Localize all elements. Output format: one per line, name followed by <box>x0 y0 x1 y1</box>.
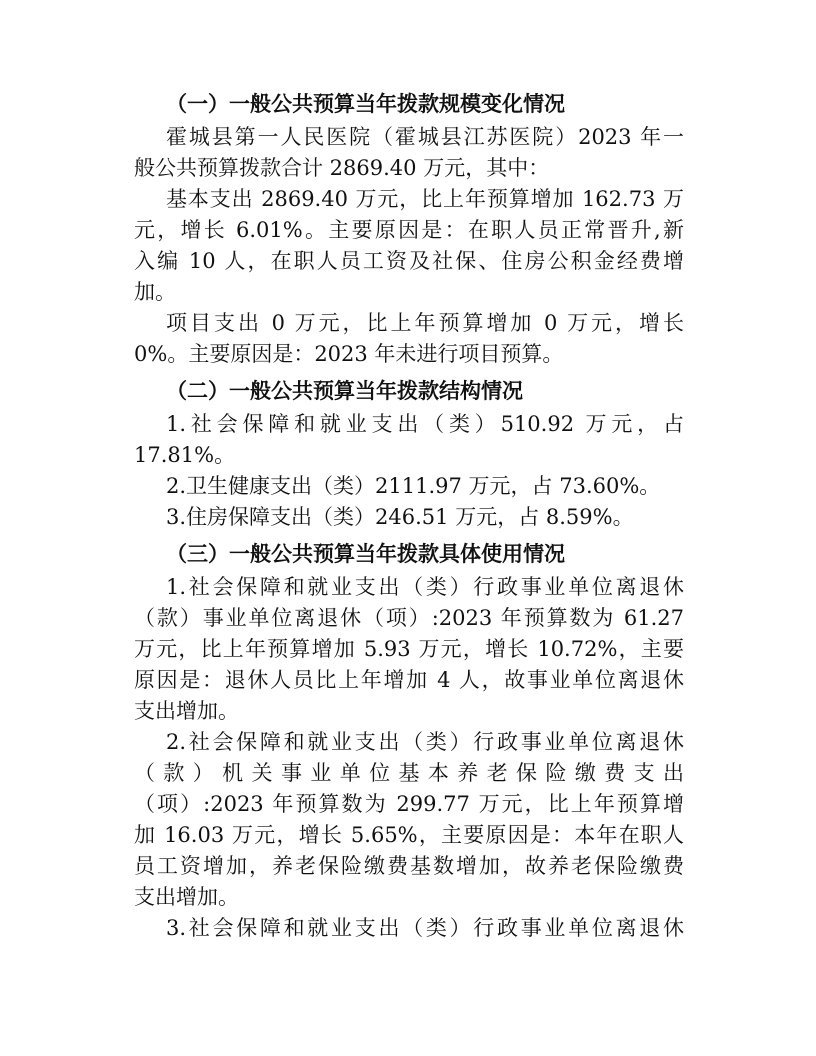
section-heading-3: （三）一般公共预算当年拨款具体使用情况 <box>166 542 565 566</box>
paragraph-line: 2.卫生健康支出（类）2111.97 万元，占 73.60%。 <box>166 474 661 498</box>
paragraph-line: 霍城县第一人民医院（霍城县江苏医院）2023 年一 <box>166 125 684 149</box>
paragraph-line: 支出增加。 <box>134 885 239 909</box>
paragraph-line: （款）机关事业单位基本养老保险缴费支出 <box>134 761 684 785</box>
paragraph-line: 入编 10 人，在职人员工资及社保、住房公积金经费增 <box>134 249 684 273</box>
paragraph-line: （项）:2023 年预算数为 299.77 万元，比上年预算增 <box>134 792 684 816</box>
paragraph-line: 员工资增加，养老保险缴费基数增加，故养老保险缴费 <box>134 854 684 878</box>
section-heading-1: （一）一般公共预算当年拨款规模变化情况 <box>166 92 565 116</box>
paragraph-line: 支出增加。 <box>134 699 239 723</box>
paragraph-line: 项目支出 0 万元，比上年预算增加 0 万元，增长 <box>166 311 684 335</box>
document-page <box>134 86 684 944</box>
paragraph-line: 1.社会保障和就业支出（类）行政事业单位离退休 <box>166 575 684 599</box>
paragraph-line: 3.住房保障支出（类）246.51 万元，占 8.59%。 <box>166 505 634 529</box>
paragraph-line: 基本支出 2869.40 万元，比上年预算增加 162.73 万 <box>166 187 684 211</box>
paragraph-line: 2.社会保障和就业支出（类）行政事业单位离退休 <box>166 730 684 754</box>
paragraph-line: 加 16.03 万元，增长 5.65%，主要原因是：本年在职人 <box>134 823 684 847</box>
paragraph-line: 3.社会保障和就业支出（类）行政事业单位离退休 <box>166 916 684 940</box>
paragraph-line: 1.社会保障和就业支出（类）510.92 万元，占 <box>166 412 684 436</box>
section-heading-2: （二）一般公共预算当年拨款结构情况 <box>166 379 523 403</box>
paragraph-line: 般公共预算拨款合计 2869.40 万元，其中： <box>134 156 550 180</box>
paragraph-line: 元，增长 6.01%。主要原因是：在职人员正常晋升,新 <box>134 218 684 242</box>
paragraph-line: 原因是：退休人员比上年增加 4 人，故事业单位离退休 <box>134 668 684 692</box>
paragraph-line: （款）事业单位离退休（项）:2023 年预算数为 61.27 <box>134 606 684 630</box>
paragraph-line: 加。 <box>134 280 176 304</box>
paragraph-line: 万元，比上年预算增加 5.93 万元，增长 10.72%，主要 <box>134 637 684 661</box>
paragraph-line: 17.81%。 <box>134 443 236 467</box>
paragraph-line: 0%。主要原因是：2023 年未进行项目预算。 <box>134 342 564 366</box>
